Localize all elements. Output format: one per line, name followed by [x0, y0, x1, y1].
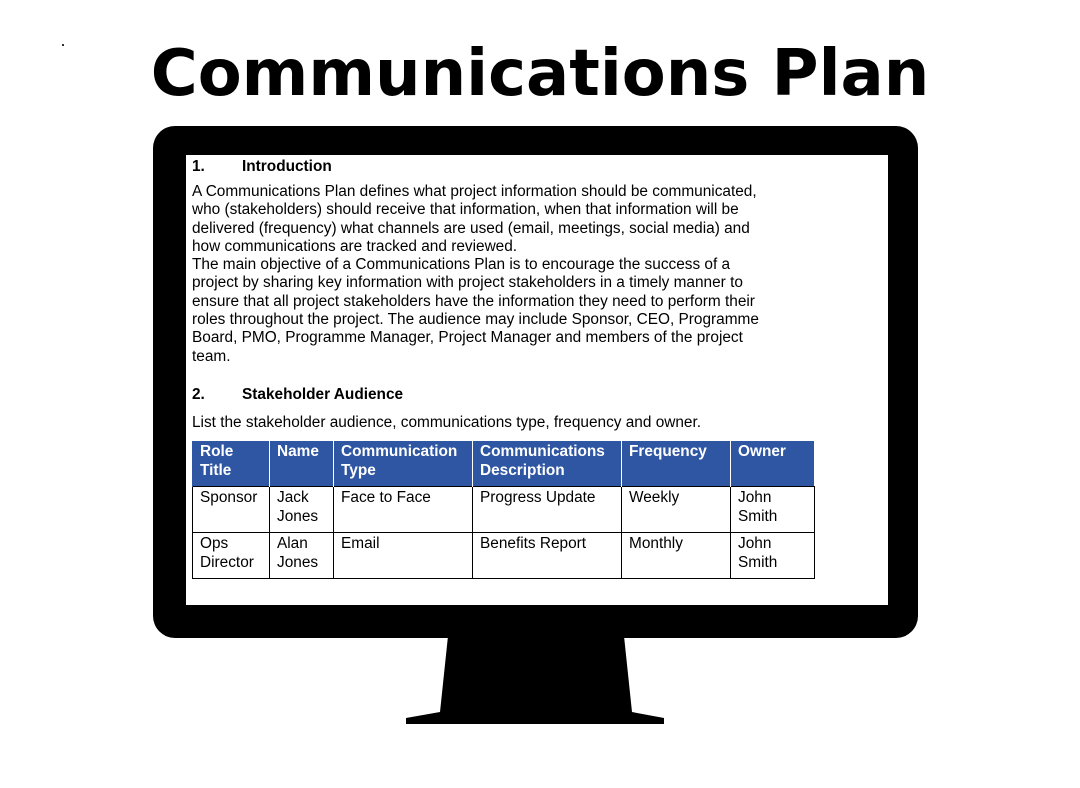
header-line: Communication [341, 443, 458, 461]
table-cell [622, 487, 731, 533]
header-communication-type [334, 441, 473, 487]
section-2-number: 2. [192, 385, 205, 403]
cell-line: Benefits Report [480, 535, 587, 553]
text-line: project by sharing key information with project stakeholders in a timely manner to [192, 274, 743, 292]
text-line: who (stakeholders) should receive that information, when that information will be [192, 201, 739, 219]
cell-line: Monthly [629, 535, 683, 553]
header-line: Name [277, 443, 319, 461]
cell-line: Progress Update [480, 489, 596, 507]
text-line: delivered (frequency) what channels are used (email, meetings, social media) and [192, 219, 750, 237]
cell-line: Smith [738, 553, 778, 571]
table-cell [270, 487, 334, 533]
table-cell [193, 487, 270, 533]
monitor-neck-shape [406, 636, 664, 724]
intro-paragraph-1 [192, 183, 832, 256]
intro-paragraph-2 [192, 256, 832, 366]
text-line: A Communications Plan defines what project information should be communicated, [192, 183, 757, 200]
cell-line: John [738, 535, 772, 553]
header-frequency [622, 441, 731, 487]
table-header-row [193, 441, 815, 487]
cell-line: Email [341, 535, 380, 553]
stakeholder-table [192, 441, 815, 579]
cell-line: Jones [277, 507, 319, 525]
text-line: The main objective of a Communications Plan is to encourage the success of a [192, 256, 731, 274]
header-communications-description [473, 441, 622, 487]
header-line: Role [200, 443, 234, 461]
table-cell [622, 533, 731, 579]
cell-line: Smith [738, 507, 778, 525]
cell-line: Sponsor [200, 489, 258, 507]
table-cell [334, 487, 473, 533]
cell-line: Alan [277, 535, 308, 553]
table-cell [473, 487, 622, 533]
header-line: Type [341, 461, 376, 479]
monitor-screen [186, 155, 888, 605]
header-line: Owner [738, 443, 786, 461]
table-cell [731, 487, 815, 533]
document [192, 157, 832, 579]
table-cell [473, 533, 622, 579]
section-2-title: Stakeholder Audience [242, 385, 404, 403]
header-role-title [193, 441, 270, 487]
cell-line: Jones [277, 553, 319, 571]
section-1-number: 1. [192, 157, 205, 175]
table-cell [270, 533, 334, 579]
cell-line: Face to Face [341, 489, 431, 507]
section-2-heading [192, 385, 832, 405]
table-cell [731, 533, 815, 579]
section-1-title: Introduction [242, 157, 332, 175]
header-line: Title [200, 461, 232, 479]
text-line: roles throughout the project. The audience may include Sponsor, CEO, Programme [192, 311, 759, 329]
header-name [270, 441, 334, 487]
cell-line: Ops [200, 535, 229, 553]
text-line: Board, PMO, Programme Manager, Project Manager and members of the project [192, 329, 743, 347]
text-line: how communications are tracked and reviewed. [192, 237, 518, 255]
text-line: team. [192, 347, 231, 365]
section-1-heading [192, 157, 832, 177]
cell-line: Director [200, 553, 254, 571]
header-line: Description [480, 461, 565, 479]
cell-line: Weekly [629, 489, 680, 507]
text-line: ensure that all project stakeholders have the information they need to perform their [192, 292, 755, 310]
table-row [193, 487, 815, 533]
header-line: Communications [480, 443, 605, 461]
table-row [193, 533, 815, 579]
page-title: Communications Plan [150, 37, 930, 111]
table-cell [193, 533, 270, 579]
header-owner [731, 441, 815, 487]
header-line: Frequency [629, 443, 707, 461]
cell-line: Jack [277, 489, 309, 507]
cell-line: John [738, 489, 772, 507]
table-cell [334, 533, 473, 579]
section-2-intro: List the stakeholder audience, communications type, frequency and owner. [192, 413, 702, 431]
